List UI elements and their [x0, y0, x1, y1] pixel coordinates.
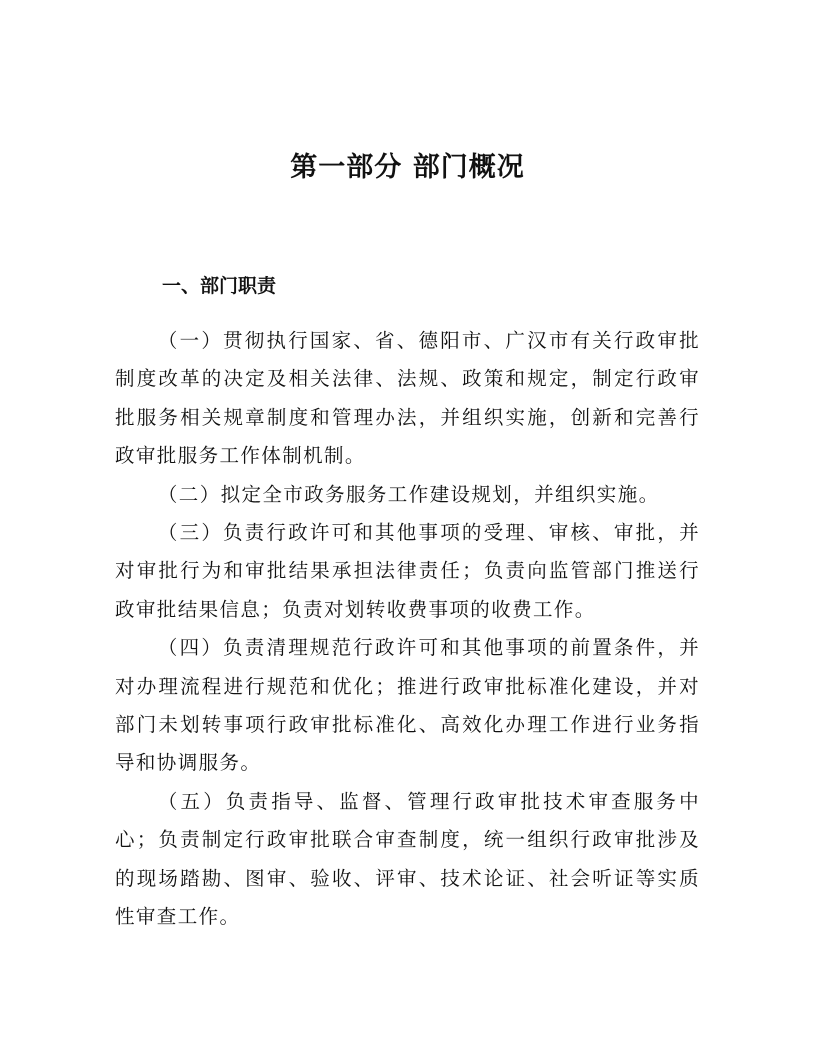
paragraph-5: （五）负责指导、监督、管理行政审批技术审查服务中心；负责制定行政审批联合审查制度，统一组织行政审批涉及的现场踏勘、图审、验收、评审、技术论证、社会听证等实质性审查工作。 — [115, 789, 700, 929]
paragraph-3: （三）负责行政许可和其他事项的受理、审核、审批，并对审批行为和审批结果承担法律责任；负责向监管部门推送行政审批结果信息；负责对划转收费事项的收费工作。 — [115, 521, 700, 621]
paragraph-2: （二）拟定全市政务服务工作建设规划，并组织实施。 — [157, 482, 660, 506]
body-text — [115, 322, 700, 937]
paragraph-4: （四）负责清理规范行政许可和其他事项的前置条件，并对办理流程进行规范和优化；推进行政审批标准化建设，并对部门未划转事项行政审批标准化、高效化办理工作进行业务指导和协调服务。 — [115, 636, 700, 775]
paragraph-1: （一）贯彻执行国家、省、德阳市、广汉市有关行政审批制度改革的决定及相关法律、法规、政策和规定，制定行政审批服务相关规章制度和管理办法，并组织实施，创新和完善行政审批服务工作体制机制。 — [115, 329, 700, 468]
section-heading: 一、部门职责 — [162, 275, 277, 297]
page-title: 第一部分 部门概况 — [290, 152, 525, 183]
